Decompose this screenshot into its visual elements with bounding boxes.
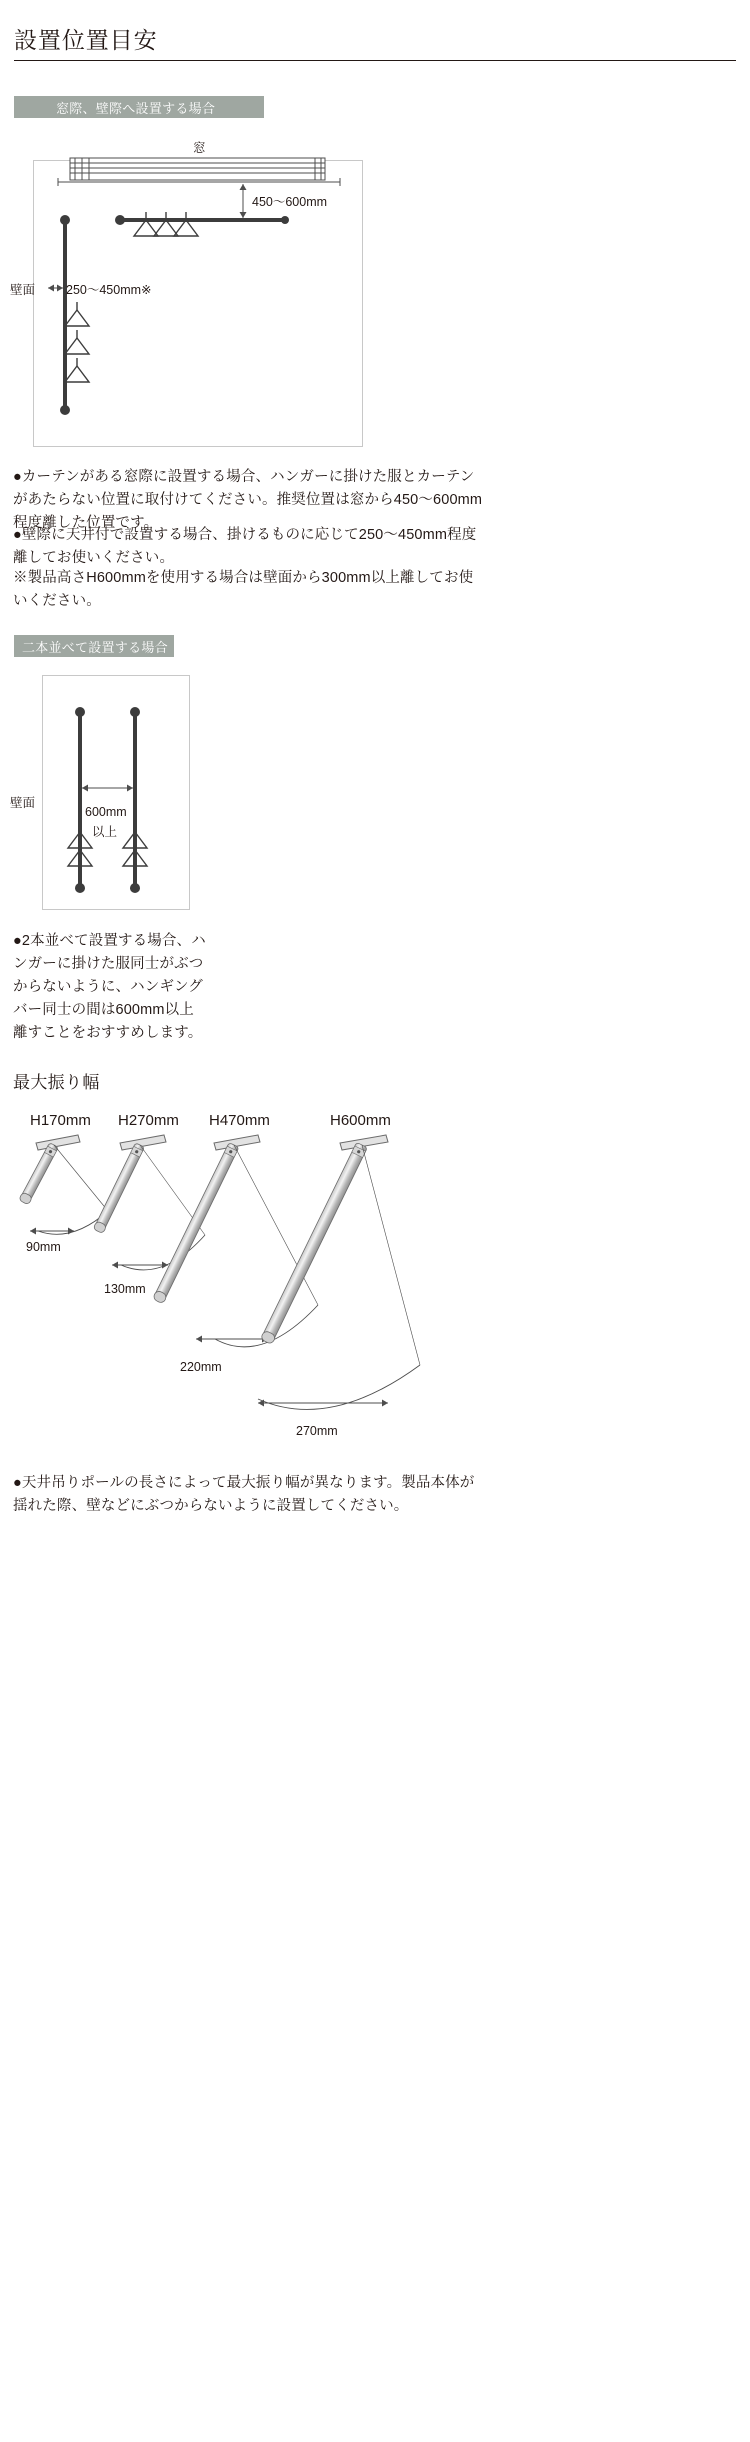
label-gap-wall: 250〜450mm※ bbox=[66, 283, 152, 297]
section-header-window-label: 窓際、壁際へ設置する場合 bbox=[56, 101, 216, 116]
note-window-3: ※製品高さH600mmを使用する場合は壁面から300mm以上離してお使いください。 bbox=[13, 570, 474, 609]
figure-swing-diagram bbox=[0, 1125, 460, 1455]
page-title: 設置位置目安 bbox=[14, 27, 158, 53]
label-window: 窓 bbox=[193, 141, 206, 155]
note-window-1: ●カーテンがある窓際に設置する場合、ハンガーに掛けた服とカーテンがあたらない位置に取付けてください。推奨位置は窓から450〜600mm程度離した位置です。 bbox=[13, 469, 483, 531]
label-wall-2: 壁面 bbox=[10, 796, 36, 810]
swing-width-label-4: 270mm bbox=[296, 1424, 338, 1438]
swing-height-label-3: H470mm bbox=[209, 1112, 270, 1129]
label-gap-window: 450〜600mm bbox=[252, 195, 328, 209]
note-double-1: ●2本並べて設置する場合、ハンガーに掛けた服同士がぶつからないように、ハンギングバー同士の間は600mm以上離すことをおすすめします。 bbox=[13, 933, 206, 1041]
section-header-double-label: 二本並べて設置する場合 bbox=[22, 640, 168, 655]
swing-height-label-1: H170mm bbox=[30, 1112, 91, 1129]
label-spacing: 600mm bbox=[85, 805, 127, 819]
swing-heading: 最大振り幅 bbox=[13, 1073, 100, 1092]
swing-width-label-1: 90mm bbox=[26, 1240, 61, 1254]
label-spacing-sub: 以上 bbox=[92, 825, 118, 839]
figure-double-diagram bbox=[0, 660, 260, 930]
title-divider bbox=[14, 60, 736, 61]
swing-width-label-2: 130mm bbox=[104, 1282, 146, 1296]
section-header-window bbox=[14, 96, 264, 118]
swing-width-label-3: 220mm bbox=[180, 1360, 222, 1374]
swing-height-label-4: H600mm bbox=[330, 1112, 391, 1129]
section-header-double bbox=[14, 635, 174, 657]
note-swing-1: ●天井吊りポールの長さによって最大振り幅が異なります。製品本体が揺れた際、壁などにぶつからないように設置してください。 bbox=[13, 1475, 475, 1514]
note-window-2: ●壁際に天井付で設置する場合、掛けるものに応じて250〜450mm程度離してお使いください。 bbox=[13, 527, 477, 566]
swing-height-label-2: H270mm bbox=[118, 1112, 179, 1129]
label-wall-1: 壁面 bbox=[10, 283, 36, 297]
